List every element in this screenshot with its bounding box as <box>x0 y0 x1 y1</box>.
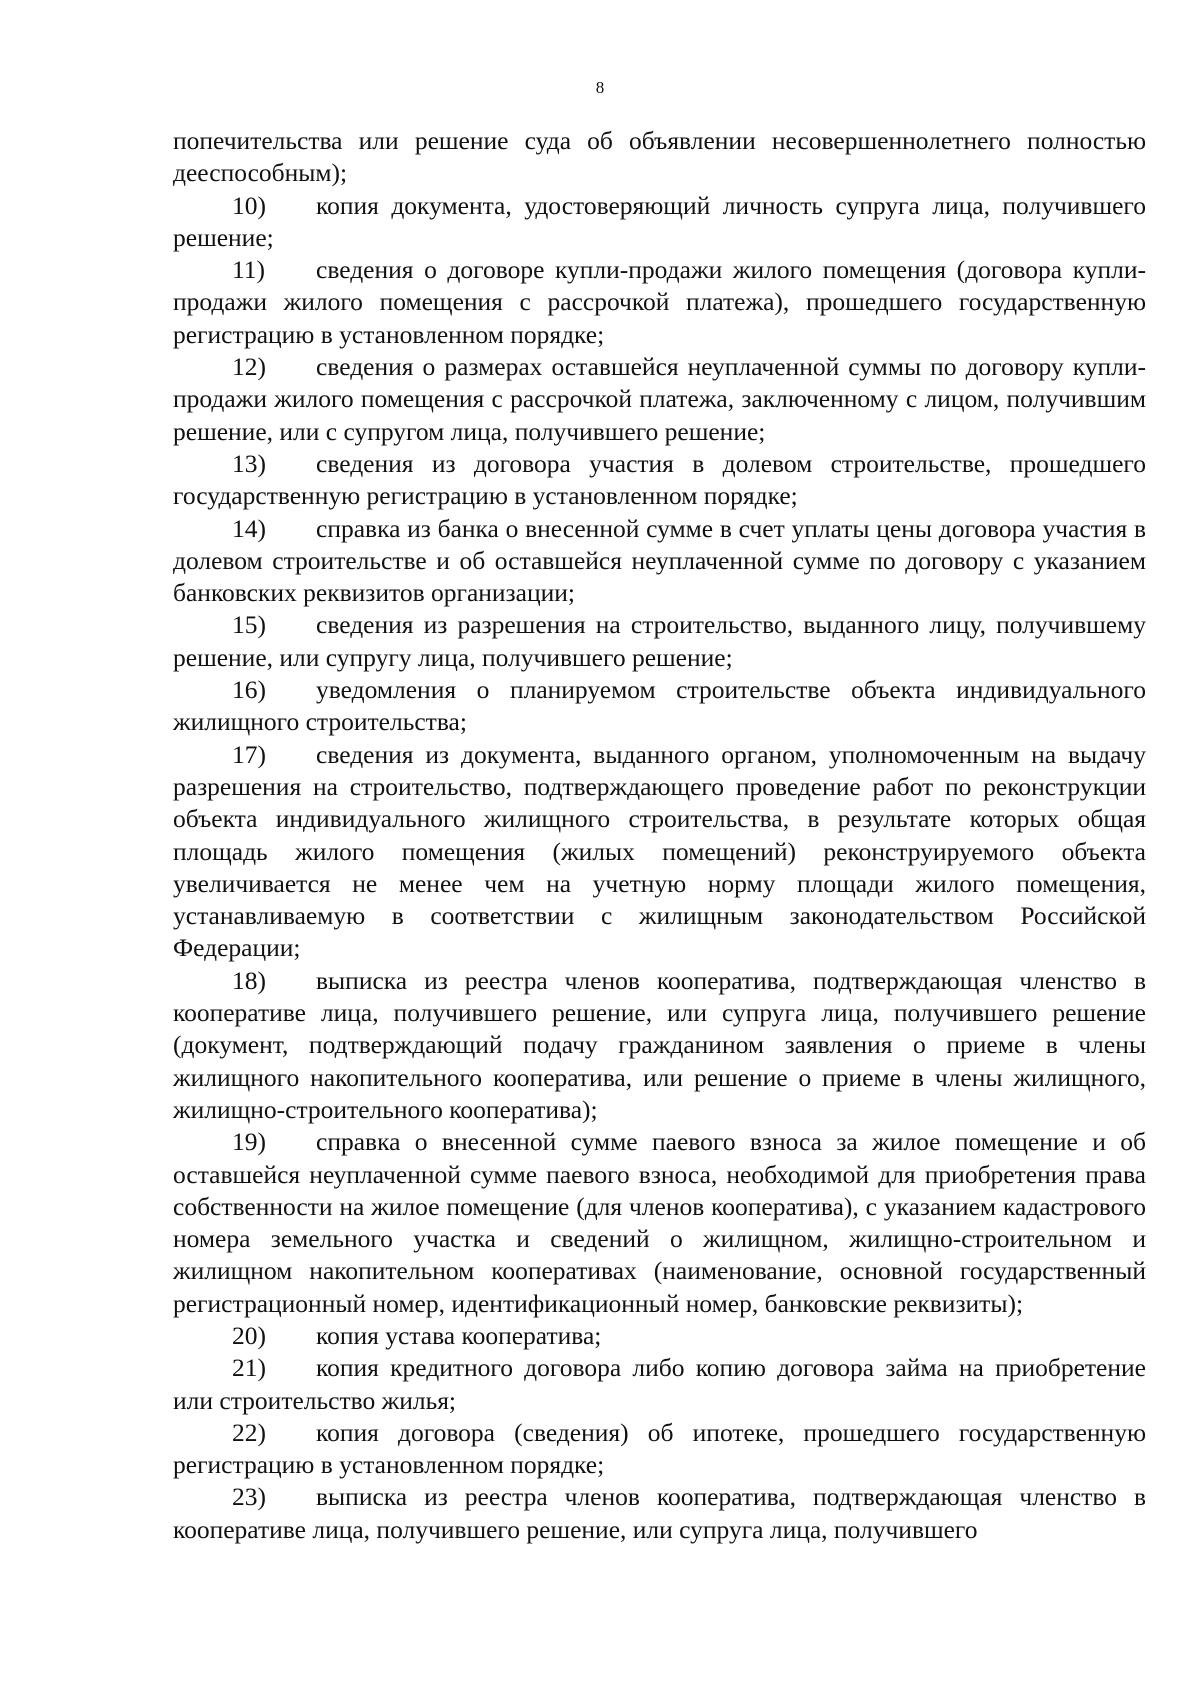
list-item-20 <box>173 1320 1146 1352</box>
item-text: копия договора (сведения) об ипотеке, прошедшего государственную регистрацию в установленном порядке; <box>173 1417 1146 1480</box>
item-number: 14) <box>232 513 266 543</box>
item-text: выписка из реестра членов кооператива, подтверждающая членство в кооперативе лица, получившего решение, или супруга лица, получившего <box>173 1482 1146 1544</box>
list-item-15 <box>173 609 1146 674</box>
item-number: 19) <box>232 1127 266 1157</box>
list-item-10 <box>173 190 1146 255</box>
item-text: копия кредитного договора либо копию договора займа на приобретение или строительство жилья; <box>173 1353 1146 1415</box>
list-item-22 <box>173 1417 1146 1482</box>
item-number: 17) <box>232 739 266 769</box>
list-item-17 <box>173 739 1146 965</box>
item-text: копия документа, удостоверяющий личность супруга лица, получившего решение; <box>173 190 1146 252</box>
item-number: 12) <box>232 352 266 382</box>
item-text: копия устава кооператива; <box>316 1320 602 1350</box>
paragraph-continuation: попечительства или решение суда об объявлении несовершеннолетнего полностью дееспособным); <box>173 126 1146 188</box>
item-text: сведения из документа, выданного органом, уполномоченным на выдачу разрешения на строительство, подтверждающего проведение работ по реконструкции объекта индивидуального жилищного строительства, в результате которых общая площадь жилого помещения (жилых помещений) реконструируемого объекта увеличивается не менее чем на учетную норму площади жилого помещения, устанавливаемую в соответствии с жилищным законодательством Российской Федерации; <box>173 739 1146 963</box>
page-number: 8 <box>595 78 605 97</box>
list-item-19 <box>173 1126 1146 1320</box>
list-item-13 <box>173 448 1146 513</box>
item-number: 11) <box>232 255 266 285</box>
item-number: 22) <box>232 1417 266 1447</box>
list-item-18 <box>173 965 1146 1126</box>
list-item-16 <box>173 674 1146 739</box>
item-number: 10) <box>232 190 266 220</box>
list-item-21 <box>173 1352 1146 1417</box>
item-number: 15) <box>232 610 266 640</box>
item-number: 23) <box>232 1482 266 1512</box>
item-text: сведения о договоре купли-продажи жилого помещения (договора купли-продажи жилого помещения с рассрочкой платежа), прошедшего государственную регистрацию в установленном порядке; <box>173 255 1146 349</box>
item-number: 18) <box>232 965 266 995</box>
list-item-12 <box>173 351 1146 448</box>
item-number: 21) <box>232 1353 266 1383</box>
item-text: уведомления о планируемом строительстве объекта индивидуального жилищного строительства; <box>173 675 1146 737</box>
list-item-11 <box>173 254 1146 351</box>
item-text: сведения из договора участия в долевом строительстве, прошедшего государственную регистрацию в установленном порядке; <box>173 448 1146 511</box>
document-body <box>173 125 1146 1546</box>
list-item-23 <box>173 1481 1146 1546</box>
item-number: 13) <box>232 448 266 478</box>
item-number: 20) <box>232 1320 266 1350</box>
item-text: справка из банка о внесенной сумме в счет уплаты цены договора участия в долевом строительстве и об оставшейся неуплаченной сумме по договору с указанием банковских реквизитов организации; <box>173 513 1146 608</box>
list-item-14 <box>173 513 1146 610</box>
item-number: 16) <box>232 675 266 705</box>
item-text: выписка из реестра членов кооператива, подтверждающая членство в кооперативе лица, получившего решение, или супруга лица, получившего решение (документ, подтверждающий подачу гражданином заявления о приеме в члены жилищного накопительного кооператива, или решение о приеме в члены жилищного, жилищно-строительного кооператива); <box>173 965 1146 1124</box>
item-text: сведения о размерах оставшейся неуплаченной суммы по договору купли-продажи жилого помещения с рассрочкой платежа, заключенному с лицом, получившим решение, или с супругом лица, получившего решение; <box>173 352 1146 446</box>
item-text: сведения из разрешения на строительство, выданного лицу, получившему решение, или супругу лица, получившего решение; <box>173 610 1146 672</box>
item-text: справка о внесенной сумме паевого взноса за жилое помещение и об оставшейся неуплаченной сумме паевого взноса, необходимой для приобретения права собственности на жилое помещение (для членов кооператива), с указанием кадастрового номера земельного участка и сведений о жилищном, жилищно-строительном и жилищном накопительном кооперативах (наименование, основной государственный регистрационный номер, идентификационный номер, банковские реквизиты); <box>173 1127 1146 1318</box>
